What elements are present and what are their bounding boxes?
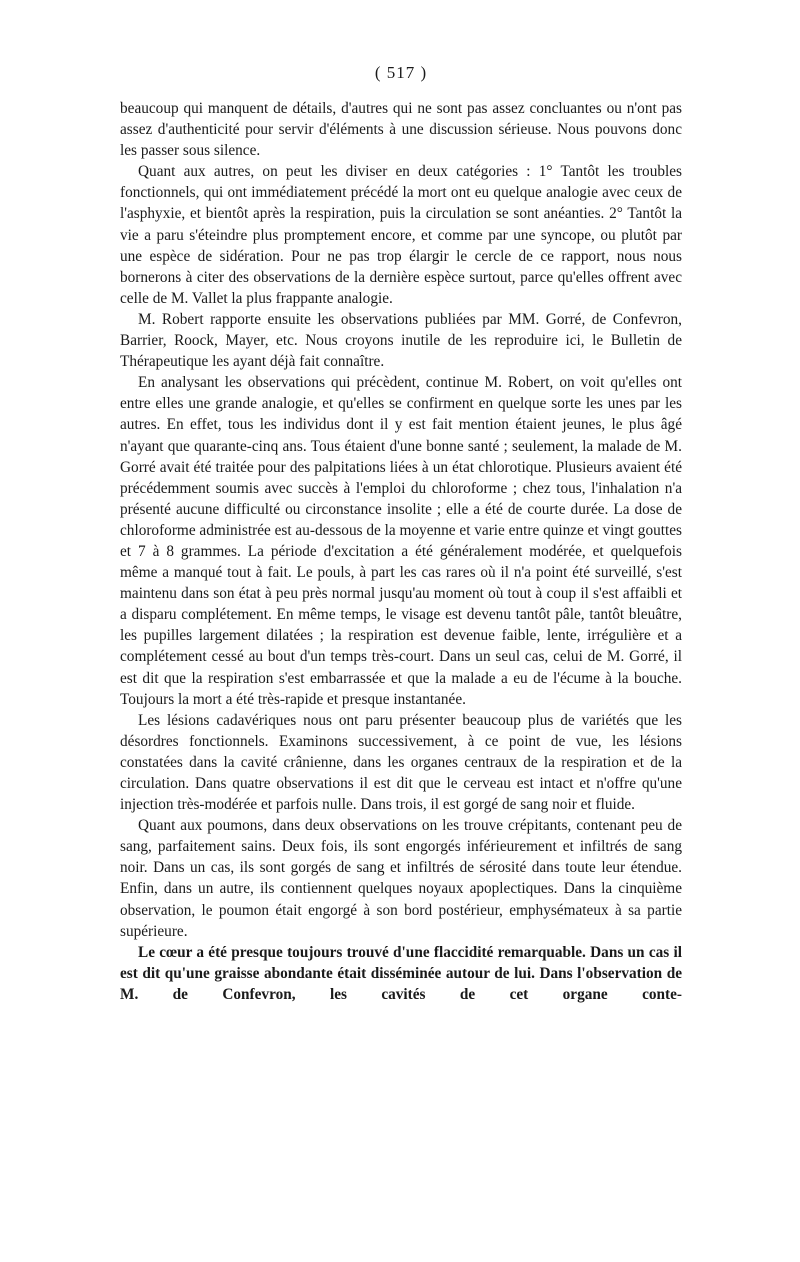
- paragraph-6: Quant aux poumons, dans deux observations on les trouve crépitants, contenant peu de sang, parfaitement sains. Deux fois, ils sont engorgés inférieurement et infiltrés de sang noir. Dans un cas, ils sont gorgés de sang et infiltrés de sérosité dans toute leur étendue. Enfin, dans un autre, ils contiennent quelques noyaux apoplectiques. Dans la cinquième observation, le poumon était engorgé à son bord postérieur, emphysémateux à sa partie supérieure.: [120, 817, 682, 940]
- document-page: [120, 62, 682, 1005]
- paragraph-7: Le cœur a été presque toujours trouvé d'une flaccidité remarquable. Dans un cas il est dit qu'une graisse abondante était disséminée autour de lui. Dans l'observation de M. de Confevron, les cavités de cet organe conte-: [120, 943, 682, 1003]
- page-number: ( 517 ): [374, 63, 428, 82]
- paragraph-5: Les lésions cadavériques nous ont paru présenter beaucoup plus de variétés que les désordres fonctionnels. Examinons successivement, à ce point de vue, les lésions constatées dans la cavité crânienne, dans les organes centraux de la respiration et de la circulation. Dans quatre observations il est dit que le cerveau est intact et n'offre qu'une injection très-modérée et parfois nulle. Dans trois, il est gorgé de sang noir et fluide.: [120, 711, 682, 814]
- paragraph-1: beaucoup qui manquent de détails, d'autres qui ne sont pas assez concluantes ou n'ont pas assez d'authenticité pour servir d'éléments à une discussion sérieuse. Nous pouvons donc les passer sous silence.: [120, 100, 682, 160]
- paragraph-2: Quant aux autres, on peut les diviser en deux catégories : 1° Tantôt les troubles fonctionnels, qui ont immédiatement précédé la mort ont eu quelque analogie avec ceux de l'asphyxie, et bientôt après la respiration, puis la circulation se sont anéanties. 2° Tantôt la vie a paru s'éteindre plus promptement encore, et comme par une syncope, ou plutôt par une espèce de sidération. Pour ne pas trop élargir le cercle de ce rapport, nous nous bornerons à citer des observations de la dernière espèce surtout, parce qu'elles offrent avec celle de M. Vallet la plus frappante analogie.: [120, 163, 682, 307]
- paragraph-3: M. Robert rapporte ensuite les observations publiées par MM. Gorré, de Confevron, Barrier, Roock, Mayer, etc. Nous croyons inutile de les reproduire ici, le Bulletin de Thérapeutique les ayant déjà fait connaître.: [120, 310, 682, 371]
- paragraph-4: En analysant les observations qui précèdent, continue M. Robert, on voit qu'elles ont entre elles une grande analogie, et qu'elles se confirment en quelque sorte les unes par les autres. En effet, tous les individus dont il y est fait mention étaient jeunes, le plus âgé n'ayant que quarante-cinq ans. Tous étaient d'une bonne santé ; seulement, la malade de M. Gorré avait été traitée pour des palpitations liées à un état chlorotique. Plusieurs avaient été précédemment soumis avec succès à l'emploi du chloroforme ; chez tous, l'inhalation n'a présenté aucune difficulté ou circonstance insolite ; elle a été de courte durée. La dose de chloroforme administrée est au-dessous de la moyenne et varie entre quinze et vingt gouttes et 7 à 8 grammes. La période d'excitation a été généralement modérée, et quelquefois même a manqué tout à fait. Le pouls, à part les cas rares où il n'a point été surveillé, s'est maintenu dans son état à peu près normal jusqu'au moment où tout à coup il s'est affaibli et a disparu complétement. En même temps, le visage est devenu tantôt pâle, tantôt bleuâtre, les pupilles largement dilatées ; la respiration est devenue faible, lente, irrégulière et a complétement cessé au bout d'un temps très-court. Dans un seul cas, celui de M. Gorré, il est dit que la respiration s'est embarrassée et que la malade a eu de l'écume à la bouche. Toujours la mort a été très-rapide et presque instantanée.: [120, 374, 682, 708]
